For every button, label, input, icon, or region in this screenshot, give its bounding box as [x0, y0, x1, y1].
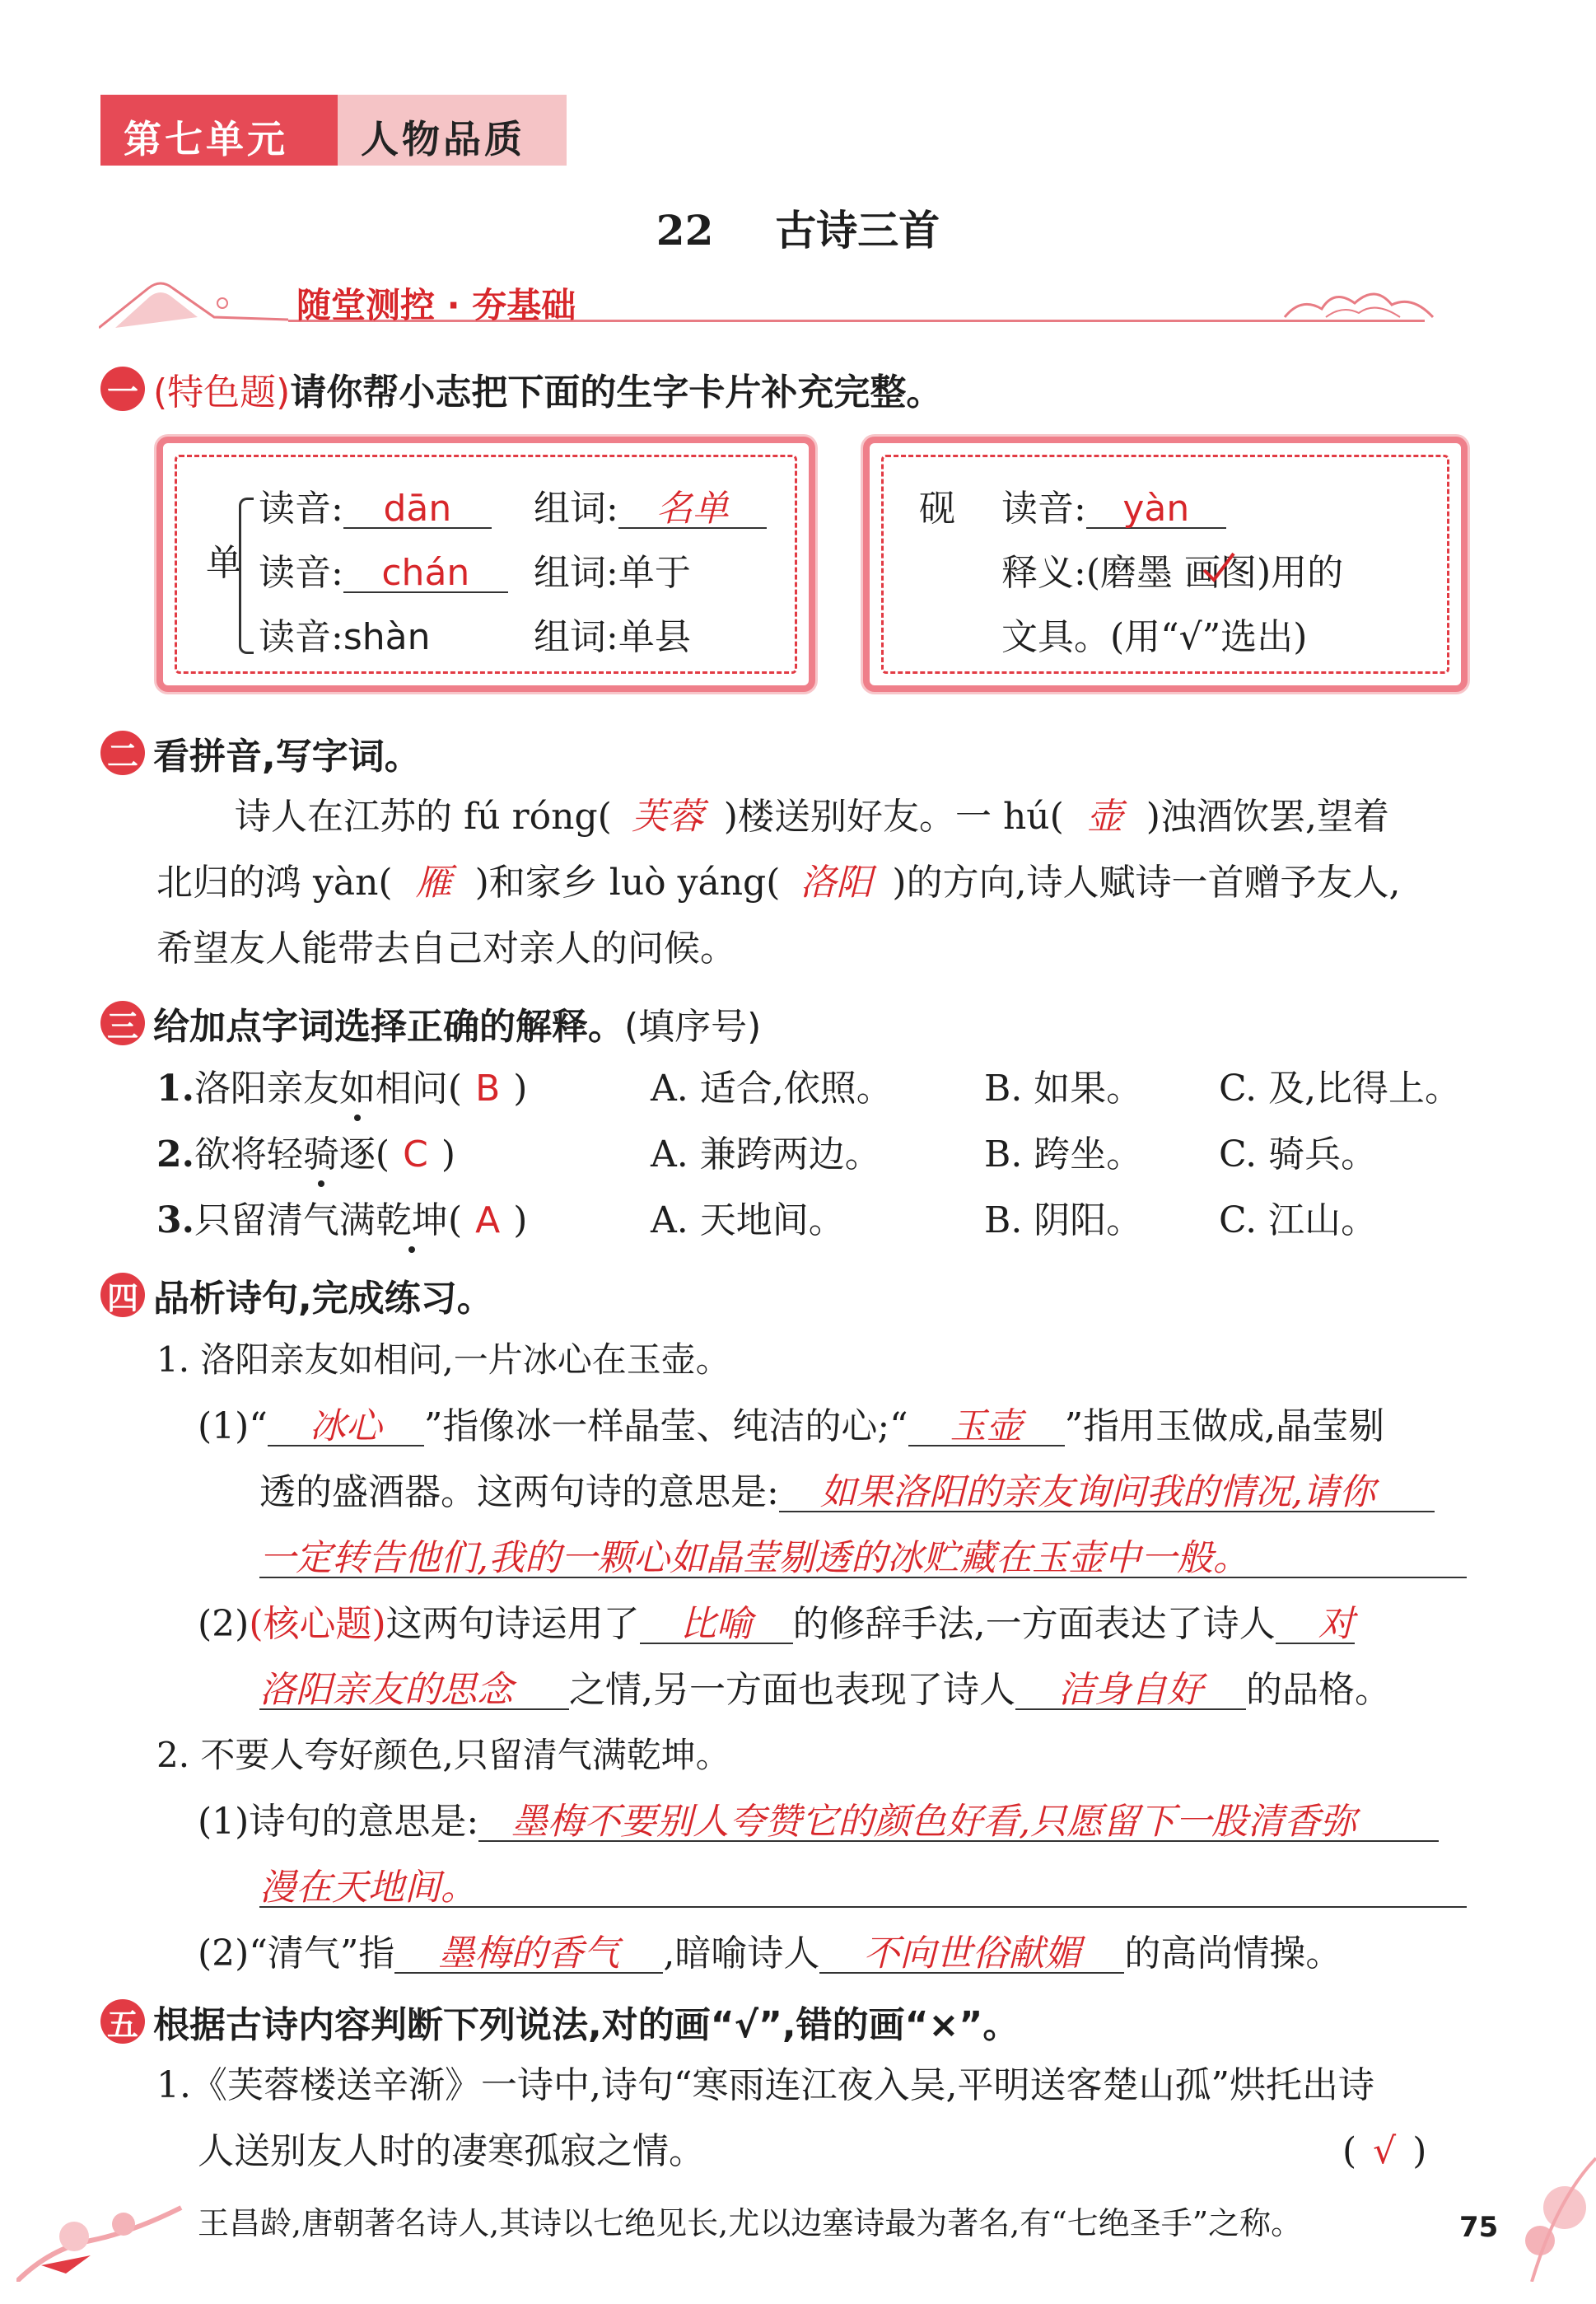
answer: 冰心 [268, 1409, 424, 1446]
text: ”指像冰一样晶莹、纯洁的心;“ [423, 1405, 908, 1447]
answer: 一定转告他们,我的一颗心如晶莹剔透的冰贮藏在玉壶中一般。 [259, 1540, 1467, 1578]
card-meaning-2: 文具。(用“√”选出) [1001, 616, 1308, 658]
q3-item-1 [156, 1068, 528, 1110]
footer-note: 王昌龄,唐朝著名诗人,其诗以七绝见长,尤以边塞诗最为著名,有“七绝圣手”之称。 [198, 2205, 1303, 2241]
answer: 玉壶 [908, 1409, 1065, 1446]
text: 北归的鸿 yàn( [156, 862, 393, 904]
q5-item-1-answer-box [1342, 2130, 1427, 2172]
text: 只留清气满 [194, 1199, 376, 1241]
q1-prompt: 请你帮小志把下面的生字卡片补充完整。 [290, 372, 943, 414]
section-banner [99, 272, 1474, 329]
lesson-number: 22 [656, 206, 714, 255]
answer: 墨梅不要别人夸赞它的颜色好看,只愿留下一股清香弥 [478, 1804, 1439, 1842]
lesson-title [0, 198, 1596, 257]
text: ( [447, 1199, 463, 1241]
answer: 壶 [1086, 796, 1123, 838]
q2-prompt: 看拼音,写字词。 [153, 736, 421, 778]
answer: 芙蓉 [631, 796, 704, 838]
answer: 洛阳亲友的思念 [259, 1672, 569, 1710]
q2-heading [100, 727, 421, 779]
cloud-icon [1276, 280, 1441, 321]
word-value: 单于 [618, 552, 691, 594]
text: )楼送别好友。一 hú( [723, 796, 1064, 838]
text: )浊酒饮罢,望着 [1146, 796, 1389, 838]
char-card-dan [156, 437, 815, 692]
answer: 漫在天地间。 [259, 1870, 1467, 1908]
answer: A [475, 1199, 501, 1241]
option-b: B. 跨坐。 [984, 1133, 1143, 1175]
text: ,暗喻诗人 [663, 1932, 820, 1975]
q5-item-1-line-2: 人送别友人时的凄寒孤寂之情。 [198, 2130, 705, 2172]
q4-1-1-line-2 [259, 1471, 1435, 1513]
flower-decoration-icon [16, 2158, 198, 2282]
q4-heading [100, 1269, 493, 1321]
card-row-1 [259, 488, 492, 530]
item-number: 2. [156, 1133, 194, 1175]
q3-heading [100, 997, 761, 1049]
answer: B [475, 1068, 501, 1110]
q5-prompt: 根据古诗内容判断下列说法,对的画“√”,错的画“×”。 [153, 2004, 1020, 2046]
option-c: C. 江山。 [1219, 1199, 1378, 1241]
card-read-row [1001, 488, 1226, 530]
text: (2)“清气”指 [198, 1932, 395, 1975]
q4-1-1-line-3 [259, 1537, 1467, 1579]
word-answer: 名单 [618, 491, 767, 529]
unit-label: 第七单元 [100, 95, 338, 166]
read-label: 读音: [259, 488, 343, 530]
lesson-name: 古诗三首 [775, 206, 940, 255]
answer: 雁 [415, 862, 452, 904]
answer: 如果洛阳的亲友询问我的情况,请你 [779, 1474, 1435, 1512]
q4-1-2-line-2 [259, 1669, 1391, 1711]
read-label: 读音: [259, 552, 343, 594]
text: 这两句诗运用了 [385, 1603, 640, 1645]
mountain-icon [99, 272, 288, 329]
q3-item-3 [156, 1199, 528, 1241]
text: (2) [198, 1603, 250, 1645]
answer: 墨梅的香气 [394, 1936, 663, 1974]
card-row-3-word [534, 616, 691, 658]
q1-number: 一 [100, 367, 145, 411]
text: 的品格。 [1246, 1669, 1391, 1711]
q4-2-2-line [198, 1932, 1342, 1975]
text: 逐( [338, 1133, 390, 1175]
unit-theme: 人物品质 [338, 95, 567, 166]
word-label: 组词: [534, 616, 618, 658]
answer: C [403, 1133, 428, 1175]
text: 欲将轻 [194, 1133, 303, 1175]
blossom-decoration-icon [1507, 2142, 1596, 2282]
poem-2: 2. 不要人夸好颜色,只留清气满乾坤。 [156, 1735, 730, 1775]
q5-number: 五 [100, 1999, 145, 2044]
card-row-2 [259, 552, 508, 594]
dotted-char: 乾坤 [375, 1199, 448, 1241]
word-value: 单县 [618, 616, 691, 658]
section-banner-label: 随堂测控 · 夯基础 [296, 285, 576, 325]
text: ) [513, 1199, 528, 1241]
q4-2-1-line-2 [259, 1867, 1467, 1909]
read-answer: yàn [1086, 491, 1226, 529]
option-b: B. 如果。 [984, 1068, 1143, 1110]
option-a: A. 适合,依照。 [651, 1068, 893, 1110]
text: 的修辞手法,一方面表达了诗人 [792, 1603, 1276, 1645]
text: ) [513, 1068, 528, 1110]
text: 诗人在江苏的 fú róng( [235, 796, 612, 838]
brace [239, 498, 254, 654]
word-label: 组词: [534, 488, 618, 530]
q4-1-2-line-1 [198, 1603, 1355, 1645]
card-char: 单 [206, 542, 242, 584]
text: 相问( [375, 1068, 463, 1110]
option-b: B. 阴阳。 [984, 1199, 1143, 1241]
text: 洛阳亲友 [194, 1068, 339, 1110]
option-c: C. 骑兵。 [1219, 1133, 1378, 1175]
q3-item-2 [156, 1133, 456, 1175]
read-answer: dān [343, 491, 492, 529]
poem-1: 1. 洛阳亲友如相问,一片冰心在玉壶。 [156, 1339, 730, 1380]
q4-number: 四 [100, 1273, 145, 1317]
card-meaning-1: 释义:(磨墨 画图)用的 [1001, 552, 1344, 594]
text: ) [441, 1133, 456, 1175]
page-number: 75 [1459, 2211, 1499, 2244]
text: ( [1342, 2130, 1357, 2172]
text: )的方向,诗人赋诗一首赠予友人, [892, 862, 1401, 904]
card-row-2-word [534, 552, 691, 594]
card-char: 砚 [919, 488, 955, 530]
q5-heading [100, 1995, 1019, 2048]
option-c: C. 及,比得上。 [1219, 1068, 1462, 1110]
read-label: 读音: [259, 616, 343, 658]
card-row-1-word [534, 488, 767, 530]
option-a: A. 天地间。 [651, 1199, 845, 1241]
read-answer: chán [343, 555, 508, 593]
core-tag: (核心题) [249, 1603, 386, 1645]
q2-number: 二 [100, 731, 145, 775]
text: ”指用玉做成,晶莹剔 [1064, 1405, 1385, 1447]
text: 之情,另一方面也表现了诗人 [569, 1669, 1015, 1711]
q3-hint: (填序号) [624, 1006, 762, 1048]
text: (1)诗句的意思是: [198, 1801, 479, 1843]
answer: 洛阳 [800, 862, 873, 904]
read-label: 读音: [1001, 488, 1086, 530]
text: 透的盛酒器。这两句诗的意思是: [259, 1471, 779, 1513]
text: 的高尚情操。 [1124, 1932, 1342, 1975]
read-value: shàn [343, 616, 431, 658]
dotted-char: 骑 [302, 1133, 339, 1175]
q3-prompt: 给加点字词选择正确的解释。 [153, 1006, 624, 1048]
text: (1)“ [198, 1405, 268, 1447]
answer: 比喻 [640, 1606, 793, 1644]
text: ) [1412, 2130, 1427, 2172]
q2-line-2 [156, 862, 1401, 904]
answer: √ [1373, 2130, 1397, 2172]
q1-heading [100, 362, 942, 415]
word-label: 组词: [534, 552, 618, 594]
answer: 对 [1276, 1606, 1355, 1644]
text: )和家乡 luò yáng( [474, 862, 781, 904]
q3-number: 三 [100, 1001, 145, 1045]
card-row-3 [259, 616, 431, 658]
q1-tag: (特色题) [153, 372, 291, 414]
check-mark-icon [1201, 549, 1237, 585]
option-a: A. 兼跨两边。 [651, 1133, 881, 1175]
q4-prompt: 品析诗句,完成练习。 [153, 1278, 493, 1320]
answer: 不向世俗献媚 [819, 1936, 1124, 1974]
q5-item-1-line-1: 1.《芙蓉楼送辛渐》一诗中,诗句“寒雨连江夜入吴,平明送客楚山孤”烘托出诗 [156, 2064, 1374, 2106]
answer: 洁身自好 [1015, 1672, 1246, 1710]
q4-2-1-line-1 [198, 1801, 1439, 1843]
item-number: 3. [156, 1199, 194, 1241]
q4-1-1-line-1 [198, 1405, 1385, 1447]
q2-line-3: 希望友人能带去自己对亲人的问候。 [156, 928, 736, 970]
dotted-char: 如 [338, 1068, 376, 1110]
item-number: 1. [156, 1068, 194, 1110]
char-card-yan [863, 437, 1468, 692]
q2-line-1 [235, 796, 1389, 838]
unit-badge [100, 95, 567, 166]
